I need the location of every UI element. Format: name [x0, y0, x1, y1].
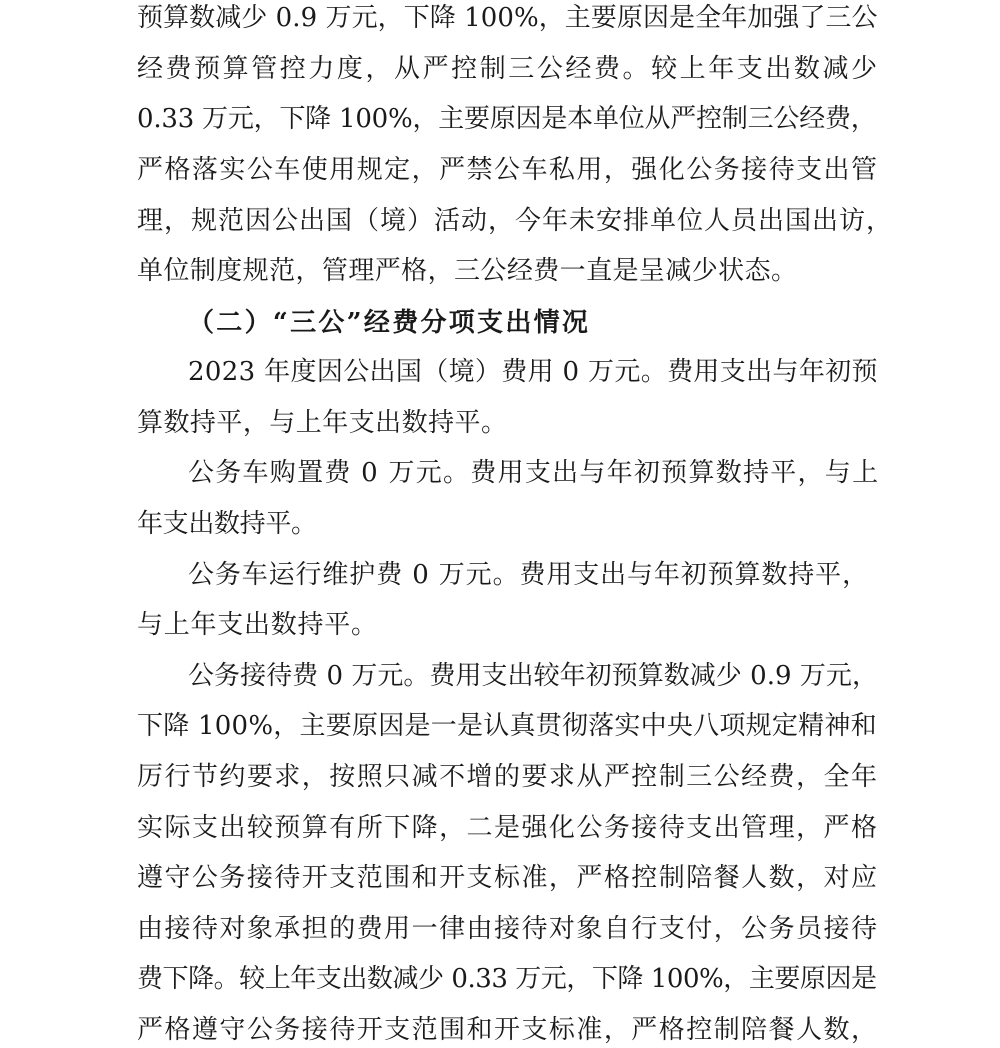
reception-line-3: 厉行节约要求，按照只减不增的要求从严控制三公经费，全年: [137, 762, 879, 792]
vehicle-purchase-line-2: 年支出数持平。: [137, 509, 317, 539]
vehicle-purchase-line-1: 公务车购置费 0 万元。费用支出与年初预算数持平，与上: [188, 458, 880, 488]
vehicle-operation-line-2: 与上年支出数持平。: [137, 610, 378, 640]
reception-line-8: 严格遵守公务接待开支范围和开支标准，严格控制陪餐人数，: [137, 1015, 879, 1045]
intro-line-2: 经费预算管控力度，从严控制三公经费。较上年支出数减少: [137, 54, 880, 84]
intro-line-5: 理，规范因公出国（境）活动，今年未安排单位人员出国出访，: [137, 206, 894, 236]
reception-line-2: 下降 100%，主要原因是一是认真贯彻落实中央八项规定精神和: [137, 711, 877, 741]
reception-line-6: 由接待对象承担的费用一律由接待对象自行支付，公务员接待: [137, 914, 879, 944]
intro-line-6: 单位制度规范，管理严格，三公经费一直是呈减少状态。: [137, 256, 798, 286]
reception-line-4: 实际支出较预算有所下降，二是强化公务接待支出管理，严格: [137, 813, 879, 843]
vehicle-operation-line-1: 公务车运行维护费 0 万元。费用支出与年初预算数持平，: [188, 560, 869, 590]
abroad-line-2: 算数持平，与上年支出数持平。: [137, 408, 508, 438]
reception-line-7: 费下降。较上年支出数减少 0.33 万元，下降 100%，主要原因是: [137, 964, 877, 994]
section-heading: （二）“三公”经费分项支出情况: [188, 308, 591, 338]
intro-line-4: 严格落实公车使用规定，严禁公车私用，强化公务接待支出管: [137, 155, 879, 185]
abroad-line-1: 2023 年度因公出国（境）费用 0 万元。费用支出与年初预: [188, 357, 878, 387]
intro-line-1: 预算数减少 0.9 万元，下降 100%，主要原因是全年加强了三公: [137, 3, 878, 33]
reception-line-1: 公务接待费 0 万元。费用支出较年初预算数减少 0.9 万元，: [188, 661, 878, 691]
reception-line-5: 遵守公务接待开支范围和开支标准，严格控制陪餐人数，对应: [137, 863, 879, 893]
intro-line-3: 0.33 万元，下降 100%，主要原因是本单位从严控制三公经费，: [137, 104, 877, 134]
